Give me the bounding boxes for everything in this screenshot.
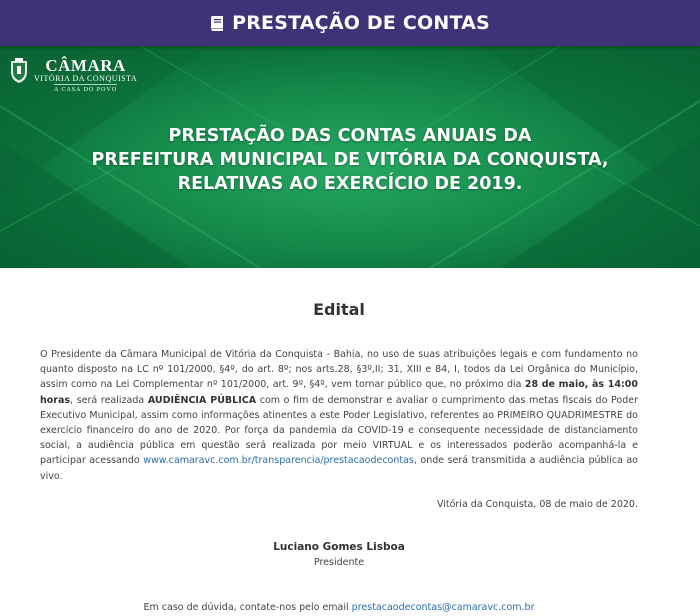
edital-body [40,347,638,484]
hero-title-line-3: RELATIVAS AO EXERCÍCIO DE 2019. [177,174,523,194]
logo-text [34,57,137,94]
header-title: PRESTAÇÃO DE CONTAS [232,12,490,34]
edital-title: Edital [313,300,365,319]
hero-title-line-2: PREFEITURA MUNICIPAL DE VITÓRIA DA CONQUISTA, [91,150,609,170]
logo-line-3: A CASA DO POVO [54,84,117,94]
contact-email-link[interactable]: prestacaodecontas@camaravc.com.br [351,601,535,613]
logo-line-1: CÂMARA [45,56,126,75]
top-header-bar [0,0,700,46]
logo-line-2: VITÓRIA DA CONQUISTA [34,74,138,83]
edital-date-highlight: 28 de maio, às 14:00 horas [40,379,638,406]
edital-text-3: com o fim de demonstrar e avaliar o cumprimento das metas fiscais do Poder Executivo Municipal, assim como informações atinentes a este Poder Legislativo, referentes ao PRIMEIRO QUADRIMESTRE do exercício financeiro do ano de 2020. Por força da pandemia da COVID-19 e consequente necessidade de distanciamento social, a audiência pública em questão será realizada por meio VIRTUAL e os interessados poderão acompanhá-la e participar acessando [40,394,639,467]
place-date: Vitória da Conquista, 08 de maio de 2020. [436,498,638,510]
contact-text: Em caso de dúvida, contate-nos pelo email [143,601,352,613]
hero-title-line-1: PRESTAÇÃO DAS CONTAS ANUAIS DA [168,126,532,146]
edital-text-1: O Presidente da Câmara Municipal de Vitória da Conquista - Bahia, no uso de suas atribuições legais e com fundamento no quanto disposto na LC nº 101/2000, §4º, do art. 8º; nos arts.28, §3º,II; 31, XIII e 84, I, todos da Lei Orgânica do Município, assim como na Lei Complementar nº 101/2000, art. 9º, §4º, vem tornar público que, no próximo dia [40,349,638,391]
edital-audiencia-highlight: AUDIÊNCIA PÚBLICA [147,394,257,406]
edital-text-4: , onde será transmitida a audiência pública ao vivo. [40,455,638,482]
signer-role: Presidente [313,556,365,568]
signer-name: Luciano Gomes Lisboa [273,540,405,553]
signature-block [40,541,638,568]
edital-text-2: , será realizada [70,394,148,406]
camara-logo[interactable] [8,57,137,94]
coat-of-arms-icon [8,57,30,90]
book-icon [210,15,224,32]
contact-line [40,602,638,613]
transparency-link[interactable]: www.camaravc.com.br/transparencia/prestacaodecontas [143,455,414,467]
hero-title [0,124,700,196]
main-content [0,300,700,613]
hero-banner [0,46,700,268]
